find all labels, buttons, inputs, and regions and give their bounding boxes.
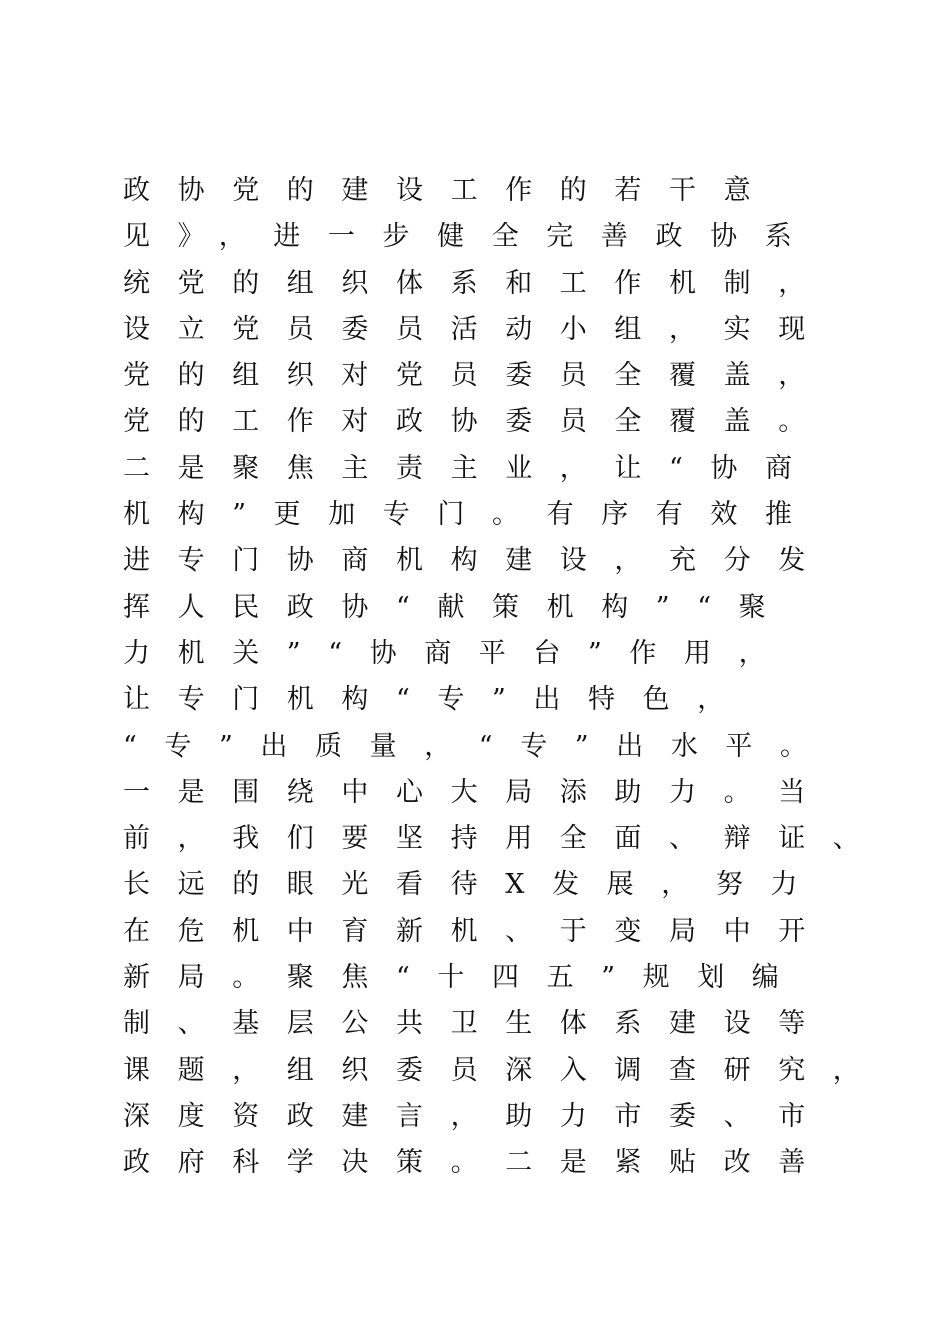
- text-line: 党的工作对政协委员全覆盖。: [123, 406, 833, 438]
- text-line: 新局。聚焦“十四五”规划编: [123, 962, 807, 994]
- text-line: 长远的眼光看待X发展，努力: [123, 869, 826, 901]
- text-line: 在危机中育新机、于变局中开: [123, 915, 833, 947]
- text-line: 课题，组织委员深入调查研究，: [123, 1054, 888, 1086]
- text-line: 挥人民政协“献策机构”“聚: [123, 591, 794, 623]
- text-line: 机构”更加专门。有序有效推: [123, 499, 820, 531]
- text-line: 制、基层公共卫生体系建设等: [123, 1008, 833, 1040]
- text-line: 党的组织对党员委员全覆盖，: [123, 360, 833, 392]
- text-line: 进专门协商机构建设，充分发: [123, 545, 833, 577]
- text-line: 统党的组织体系和工作机制，: [123, 267, 833, 299]
- text-line: 见》，进一步健全完善政协系: [123, 221, 820, 253]
- text-line: 二是聚焦主责主业，让“协商: [123, 452, 820, 484]
- body-text: [123, 168, 888, 1187]
- text-line: 一是围绕中心大局添助力。当: [123, 776, 833, 808]
- text-line: “专”出质量，“专”出水平。: [123, 730, 835, 762]
- text-line: 政府科学决策。二是紧贴改善: [123, 1147, 833, 1179]
- text-line: 让专门机构“专”出特色，: [123, 684, 752, 716]
- text-line: 政协党的建设工作的若干意: [123, 175, 779, 206]
- text-line: 深度资政建言，助力市委、市: [123, 1100, 833, 1132]
- text-line: 力机关”“协商平台”作用，: [123, 637, 794, 669]
- text-line: 前，我们要坚持用全面、辩证、: [123, 823, 888, 855]
- text-line: 设立党员委员活动小组，实现: [123, 313, 833, 345]
